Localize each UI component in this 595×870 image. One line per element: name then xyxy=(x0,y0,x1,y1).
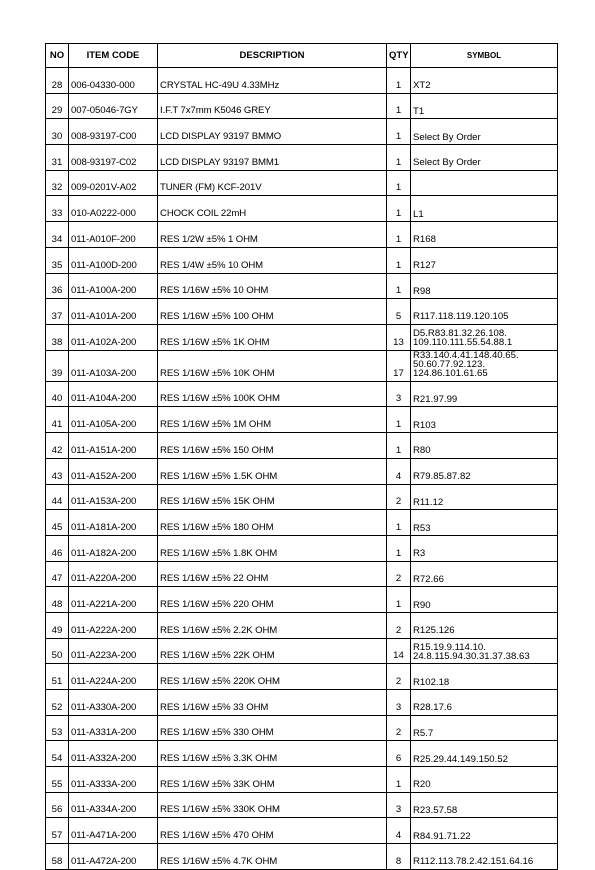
table-row xyxy=(46,196,558,222)
item-code: 011-A100A-200 xyxy=(69,273,158,299)
description: RES 1/16W ±5% 180 OHM xyxy=(158,510,387,536)
item-code: 010-A0222-000 xyxy=(69,196,158,222)
description: CHOCK COIL 22mH xyxy=(158,196,387,222)
row-number: 44 xyxy=(46,484,69,510)
header-no: NO xyxy=(46,44,69,68)
symbol-line: R28.17.6 xyxy=(413,702,452,714)
item-code: 008-93197-C02 xyxy=(69,145,158,171)
row-number: 32 xyxy=(46,170,69,196)
item-code: 011-A332A-200 xyxy=(69,741,158,767)
symbol-line: R11.12 xyxy=(413,496,444,508)
table-row xyxy=(46,458,558,484)
symbol xyxy=(411,458,558,484)
description: RES 1/16W ±5% 33K OHM xyxy=(158,767,387,793)
description: RES 1/16W ±5% 22 OHM xyxy=(158,561,387,587)
quantity: 1 xyxy=(387,119,411,145)
symbol xyxy=(411,145,558,171)
table-row xyxy=(46,818,558,844)
quantity: 1 xyxy=(387,222,411,248)
table-row xyxy=(46,119,558,145)
table-row xyxy=(46,299,558,325)
table-row xyxy=(46,350,558,381)
description: RES 1/16W ±5% 15K OHM xyxy=(158,484,387,510)
item-code: 009-0201V-A02 xyxy=(69,170,158,196)
description: RES 1/16W ±5% 2.2K OHM xyxy=(158,612,387,638)
item-code: 011-A222A-200 xyxy=(69,612,158,638)
table-row xyxy=(46,715,558,741)
symbol xyxy=(411,93,558,119)
symbol-line: Select By Order xyxy=(413,157,481,169)
description: TUNER (FM) KCF-201V xyxy=(158,170,387,196)
header-item-code: ITEM CODE xyxy=(69,44,158,68)
quantity: 2 xyxy=(387,561,411,587)
table-row xyxy=(46,484,558,510)
symbol-line: R125.126 xyxy=(413,625,455,637)
symbol-line: 109.110.111.55.54.88.1 xyxy=(413,337,513,349)
row-number: 37 xyxy=(46,299,69,325)
symbol-line: Select By Order xyxy=(413,131,481,143)
table-row xyxy=(46,145,558,171)
symbol xyxy=(411,818,558,844)
symbol-line: R33.140.4.41.148.40.65. xyxy=(413,350,519,361)
description: RES 1/16W ±5% 4.7K OHM xyxy=(158,844,387,870)
row-number: 48 xyxy=(46,587,69,613)
symbol-line: R15.19.9.114.10. xyxy=(413,641,486,653)
symbol xyxy=(411,324,558,350)
symbol xyxy=(411,196,558,222)
description: RES 1/16W ±5% 10K OHM xyxy=(158,350,387,381)
quantity: 1 xyxy=(387,587,411,613)
symbol xyxy=(411,715,558,741)
row-number: 31 xyxy=(46,145,69,171)
quantity: 1 xyxy=(387,273,411,299)
header-qty: QTY xyxy=(387,44,411,68)
table-row xyxy=(46,664,558,690)
table-row xyxy=(46,587,558,613)
symbol-line: R53 xyxy=(413,522,431,534)
description: RES 1/16W ±5% 150 OHM xyxy=(158,433,387,459)
description: RES 1/16W ±5% 22K OHM xyxy=(158,638,387,664)
description: RES 1/16W ±5% 1M OHM xyxy=(158,407,387,433)
row-number: 39 xyxy=(46,350,69,381)
symbol-line: R3 xyxy=(413,548,426,560)
symbol-line: R117.118.119.120.105 xyxy=(413,311,509,323)
row-number: 56 xyxy=(46,792,69,818)
symbol xyxy=(411,638,558,664)
row-number: 34 xyxy=(46,222,69,248)
header-description: DESCRIPTION xyxy=(158,44,387,68)
row-number: 51 xyxy=(46,664,69,690)
quantity: 1 xyxy=(387,407,411,433)
symbol xyxy=(411,767,558,793)
symbol-line: R21.97.99 xyxy=(413,394,458,406)
item-code: 007-05046-7GY xyxy=(69,93,158,119)
item-code: 011-A182A-200 xyxy=(69,535,158,561)
item-code: 011-A152A-200 xyxy=(69,458,158,484)
table-row xyxy=(46,68,558,94)
table-body xyxy=(46,68,558,870)
quantity: 1 xyxy=(387,510,411,536)
symbol-line: L1 xyxy=(413,208,424,220)
table-row xyxy=(46,170,558,196)
item-code: 011-A153A-200 xyxy=(69,484,158,510)
quantity: 8 xyxy=(387,844,411,870)
description: RES 1/16W ±5% 3.3K OHM xyxy=(158,741,387,767)
table-row xyxy=(46,222,558,248)
row-number: 47 xyxy=(46,561,69,587)
row-number: 30 xyxy=(46,119,69,145)
table-header-row xyxy=(46,44,558,68)
symbol xyxy=(411,247,558,273)
table-row xyxy=(46,638,558,664)
quantity: 1 xyxy=(387,145,411,171)
item-code: 011-A104A-200 xyxy=(69,381,158,407)
symbol xyxy=(411,844,558,870)
quantity: 1 xyxy=(387,93,411,119)
item-code: 011-A220A-200 xyxy=(69,561,158,587)
symbol-line: 24.8.115.94.30.31.37.38.63 xyxy=(413,650,530,662)
table-row xyxy=(46,561,558,587)
item-code: 011-A333A-200 xyxy=(69,767,158,793)
symbol-line: R98 xyxy=(413,285,431,297)
table-row xyxy=(46,93,558,119)
table-row xyxy=(46,247,558,273)
item-code: 006-04330-000 xyxy=(69,68,158,94)
quantity: 2 xyxy=(387,664,411,690)
quantity: 1 xyxy=(387,433,411,459)
item-code: 008-93197-C00 xyxy=(69,119,158,145)
row-number: 45 xyxy=(46,510,69,536)
symbol xyxy=(411,273,558,299)
symbol xyxy=(411,222,558,248)
row-number: 36 xyxy=(46,273,69,299)
symbol-line: R25.29.44.149.150.52 xyxy=(413,753,508,765)
symbol xyxy=(411,119,558,145)
header-symbol: SYMBOL xyxy=(411,44,558,68)
quantity: 1 xyxy=(387,68,411,94)
symbol xyxy=(411,664,558,690)
description: RES 1/16W ±5% 10 OHM xyxy=(158,273,387,299)
symbol xyxy=(411,433,558,459)
row-number: 46 xyxy=(46,535,69,561)
symbol-line: R72.66 xyxy=(413,573,444,585)
symbol xyxy=(411,587,558,613)
symbol xyxy=(411,561,558,587)
symbol xyxy=(411,612,558,638)
table-row xyxy=(46,741,558,767)
description: LCD DISPLAY 93197 BMM1 xyxy=(158,145,387,171)
row-number: 33 xyxy=(46,196,69,222)
description: RES 1/16W ±5% 220K OHM xyxy=(158,664,387,690)
quantity: 2 xyxy=(387,612,411,638)
quantity: 4 xyxy=(387,458,411,484)
item-code: 011-A224A-200 xyxy=(69,664,158,690)
row-number: 49 xyxy=(46,612,69,638)
description: RES 1/16W ±5% 1K OHM xyxy=(158,324,387,350)
row-number: 55 xyxy=(46,767,69,793)
item-code: 011-A103A-200 xyxy=(69,350,158,381)
item-code: 011-A330A-200 xyxy=(69,690,158,716)
item-code: 011-A105A-200 xyxy=(69,407,158,433)
quantity: 14 xyxy=(387,638,411,664)
description: RES 1/16W ±5% 33 OHM xyxy=(158,690,387,716)
description: LCD DISPLAY 93197 BMMO xyxy=(158,119,387,145)
item-code: 011-A101A-200 xyxy=(69,299,158,325)
symbol-line: R90 xyxy=(413,599,431,611)
table-row xyxy=(46,381,558,407)
quantity: 4 xyxy=(387,818,411,844)
table-row xyxy=(46,433,558,459)
row-number: 54 xyxy=(46,741,69,767)
table-row xyxy=(46,792,558,818)
symbol-line: D5.R83.81.32.26.108. xyxy=(413,327,507,339)
quantity: 1 xyxy=(387,767,411,793)
row-number: 53 xyxy=(46,715,69,741)
row-number: 35 xyxy=(46,247,69,273)
quantity: 1 xyxy=(387,247,411,273)
row-number: 43 xyxy=(46,458,69,484)
table-row xyxy=(46,324,558,350)
symbol-line: R84.91.71.22 xyxy=(413,830,471,842)
row-number: 28 xyxy=(46,68,69,94)
symbol-line: R103 xyxy=(413,419,436,431)
item-code: 011-A102A-200 xyxy=(69,324,158,350)
item-code: 011-A331A-200 xyxy=(69,715,158,741)
table-row xyxy=(46,612,558,638)
symbol-line: R168 xyxy=(413,234,436,246)
symbol-line: 50.60.77.92.123. xyxy=(413,358,486,370)
row-number: 41 xyxy=(46,407,69,433)
symbol xyxy=(411,510,558,536)
row-number: 42 xyxy=(46,433,69,459)
quantity: 5 xyxy=(387,299,411,325)
quantity: 3 xyxy=(387,690,411,716)
symbol xyxy=(411,350,558,381)
row-number: 58 xyxy=(46,844,69,870)
symbol xyxy=(411,381,558,407)
description: RES 1/16W ±5% 1.5K OHM xyxy=(158,458,387,484)
item-code: 011-A472A-200 xyxy=(69,844,158,870)
symbol xyxy=(411,792,558,818)
quantity: 1 xyxy=(387,170,411,196)
symbol-line: 124.86.101.61.65 xyxy=(413,368,488,380)
quantity: 3 xyxy=(387,381,411,407)
item-code: 011-A010F-200 xyxy=(69,222,158,248)
row-number: 38 xyxy=(46,324,69,350)
table-row xyxy=(46,767,558,793)
item-code: 011-A223A-200 xyxy=(69,638,158,664)
quantity: 2 xyxy=(387,484,411,510)
symbol xyxy=(411,407,558,433)
symbol-line: XT2 xyxy=(413,80,431,92)
table-row xyxy=(46,844,558,870)
row-number: 52 xyxy=(46,690,69,716)
quantity: 3 xyxy=(387,792,411,818)
description: RES 1/16W ±5% 470 OHM xyxy=(158,818,387,844)
quantity: 6 xyxy=(387,741,411,767)
symbol-line: R102.18 xyxy=(413,676,450,688)
description: RES 1/2W ±5% 1 OHM xyxy=(158,222,387,248)
row-number: 50 xyxy=(46,638,69,664)
description: RES 1/4W ±5% 10 OHM xyxy=(158,247,387,273)
quantity: 1 xyxy=(387,196,411,222)
symbol-line: R112.113.78.2.42.151.64.16 xyxy=(413,856,534,868)
symbol-line: R127 xyxy=(413,260,436,272)
symbol-line: R79.85.87.82 xyxy=(413,471,471,483)
item-code: 011-A471A-200 xyxy=(69,818,158,844)
symbol xyxy=(411,535,558,561)
description: I.F.T 7x7mm K5046 GREY xyxy=(158,93,387,119)
symbol xyxy=(411,68,558,94)
description: RES 1/16W ±5% 330K OHM xyxy=(158,792,387,818)
item-code: 011-A181A-200 xyxy=(69,510,158,536)
symbol xyxy=(411,299,558,325)
quantity: 1 xyxy=(387,535,411,561)
table-row xyxy=(46,535,558,561)
symbol xyxy=(411,170,558,196)
item-code: 011-A334A-200 xyxy=(69,792,158,818)
table-row xyxy=(46,690,558,716)
description: RES 1/16W ±5% 100 OHM xyxy=(158,299,387,325)
item-code: 011-A100D-200 xyxy=(69,247,158,273)
symbol xyxy=(411,741,558,767)
symbol-line: R20 xyxy=(413,779,431,791)
row-number: 57 xyxy=(46,818,69,844)
item-code: 011-A221A-200 xyxy=(69,587,158,613)
symbol-line: T1 xyxy=(413,105,425,117)
row-number: 29 xyxy=(46,93,69,119)
quantity: 17 xyxy=(387,350,411,381)
symbol xyxy=(411,484,558,510)
symbol-line: R80 xyxy=(413,445,431,457)
table-row xyxy=(46,510,558,536)
quantity: 2 xyxy=(387,715,411,741)
table-row xyxy=(46,407,558,433)
parts-list-table xyxy=(45,43,558,870)
item-code: 011-A151A-200 xyxy=(69,433,158,459)
table-row xyxy=(46,273,558,299)
quantity: 13 xyxy=(387,324,411,350)
description: CRYSTAL HC-49U 4.33MHz xyxy=(158,68,387,94)
description: RES 1/16W ±5% 220 OHM xyxy=(158,587,387,613)
description: RES 1/16W ±5% 1.8K OHM xyxy=(158,535,387,561)
row-number: 40 xyxy=(46,381,69,407)
description: RES 1/16W ±5% 100K OHM xyxy=(158,381,387,407)
description: RES 1/16W ±5% 330 OHM xyxy=(158,715,387,741)
symbol-line: R23.57.58 xyxy=(413,805,458,817)
symbol xyxy=(411,690,558,716)
symbol-line: R5.7 xyxy=(413,728,434,739)
